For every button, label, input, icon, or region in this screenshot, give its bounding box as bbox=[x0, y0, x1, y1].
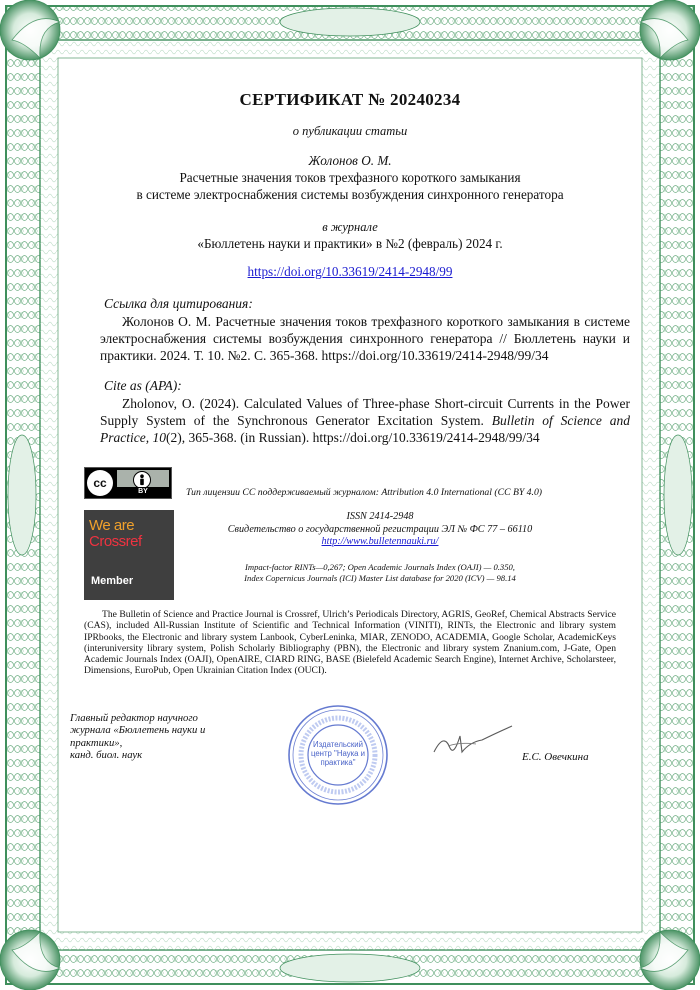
article-author: Жолонов О. М. bbox=[308, 153, 392, 168]
editor-title bbox=[70, 712, 205, 762]
impact-block bbox=[186, 562, 574, 583]
registration-block bbox=[186, 511, 574, 549]
crossref-member-label: Member bbox=[91, 575, 134, 587]
by-panel bbox=[117, 470, 169, 496]
crossref-member-badge[interactable] bbox=[84, 510, 174, 600]
editor-line1: Главный редактор научного bbox=[70, 712, 198, 724]
impact-line2: Index Copernicus Journals (ICI) Master List database for 2020 (ICV) — 98.14 bbox=[244, 572, 516, 583]
license-text: Тип лицензии CC поддерживаемый журналом: Attribution 4.0 International (CC BY 4.0) bbox=[186, 487, 543, 498]
journal-prefix: в журнале bbox=[322, 220, 378, 234]
signature-scribble bbox=[430, 722, 516, 762]
citation-ru-heading: Ссылка для цитирования: bbox=[104, 296, 253, 311]
crossref-line2: Crossref bbox=[89, 533, 142, 550]
crossref-line1: We are bbox=[89, 517, 135, 534]
citation-ru-text: Жолонов О. М. Расчетные значения токов трехфазного короткого замыкания в системе электроснабжения системы возбуждения синхронного генератора // Бюллетень науки и практики. 2024. Т. 10. №2. С. 365-368. https://doi.org/10.33619/2414-2948/99/34 bbox=[100, 314, 630, 363]
certificate-title: СЕРТИФИКАТ № 20240234 bbox=[239, 90, 461, 109]
publisher-stamp bbox=[287, 704, 389, 806]
impact-line1: Impact-factor RINTs—0,267; Open Academic Journals Index (OAJI) — 0.350, bbox=[245, 562, 515, 572]
registration-certificate: Свидетельство о государственной регистрации ЭЛ № ФС 77 – 66110 bbox=[227, 523, 533, 535]
citation-en-journal: Bulletin of Science and Practice, 10 bbox=[100, 413, 630, 445]
editor-line2: журнала «Бюллетень науки и bbox=[70, 724, 206, 737]
issn: ISSN 2414-2948 bbox=[346, 511, 414, 522]
stamp-center-text: Издательский центр "Наука и практика" bbox=[310, 740, 366, 767]
journal-issue: «Бюллетень науки и практики» в №2 (февраль) 2024 г. bbox=[197, 236, 503, 251]
citation-en-heading: Cite as (APA): bbox=[104, 378, 182, 393]
article-title-line1: Расчетные значения токов трехфазного короткого замыкания bbox=[179, 170, 521, 185]
cc-by-badge[interactable] bbox=[84, 467, 172, 499]
editor-line4: канд. биол. наук bbox=[70, 749, 143, 762]
certificate-subtitle: о публикации статьи bbox=[292, 124, 408, 138]
journal-website-link[interactable]: http://www.bulletennauki.ru/ bbox=[321, 536, 439, 548]
editor-name: Е.С. Овечкина bbox=[522, 751, 589, 763]
doi-link[interactable]: https://doi.org/10.33619/2414-2948/99 bbox=[247, 264, 453, 279]
citation-en-part2: (2), 365-368. (in Russian). https://doi.org/10.33619/2414-2948/99/34 bbox=[165, 430, 540, 445]
editor-line3: практики», bbox=[70, 736, 123, 749]
article-title-line2: в системе электроснабжения системы возбуждения синхронного генератора bbox=[136, 187, 564, 202]
cc-icon: cc bbox=[87, 470, 113, 496]
indexing-text: The Bulletin of Science and Practice Journal is Crossref, Ulrich’s Periodicals Directory, AGRIS, GeoRef, Chemical Abstracts Service (CAS), included All-Russian Institute of Scientific and Technical Information (VINITI), RINTs, the Electronic and library system IPRbooks, the Electronic and library system Lanbook, CyberLeninka, MIAR, ZENODO, ACADEMIA, Google Scholar, AcademicKeys (interuniversity library system, Polish Scholarly Bibliography (PBN), the Electronic and library system Znanium.com, J-Gate, Open Academic Journals Index (OAJI), OpenAIRE, CIARD RING, BASE (Bielefeld Academic Search Engine), Internet Archive, Scholarsteer, Dimensions, EuroPub, Open Ukrainian Citation Index (OUCI). bbox=[84, 609, 616, 677]
citation-en-part1: Zholonov, O. (2024). Calculated Values of Three-phase Short-circuit Currents in the Power Supply System of the Synchronous Generator Excitation System. bbox=[100, 396, 630, 428]
by-label: BY bbox=[117, 487, 169, 496]
citation-en-text bbox=[100, 395, 630, 446]
